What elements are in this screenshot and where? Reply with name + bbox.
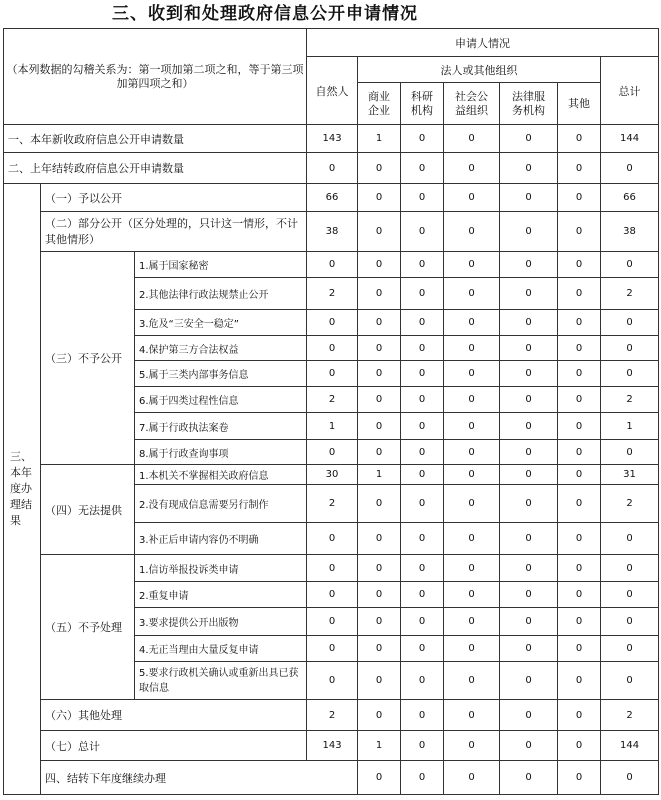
row-label: 3.危及“三安全一稳定” bbox=[135, 310, 307, 336]
cell-value: 0 bbox=[601, 555, 659, 582]
cell-value: 0 bbox=[500, 310, 558, 336]
cell-value: 0 bbox=[500, 440, 558, 465]
cell-value: 143 bbox=[307, 731, 358, 761]
header-total: 总计 bbox=[601, 57, 659, 125]
cell-value: 0 bbox=[444, 153, 500, 184]
cell-value: 0 bbox=[500, 125, 558, 153]
cell-value: 0 bbox=[444, 555, 500, 582]
cell-value: 0 bbox=[444, 582, 500, 608]
row-label: 3.补正后申请内容仍不明确 bbox=[135, 523, 307, 555]
header-applicant: 申请人情况 bbox=[307, 29, 659, 57]
cell-value: 0 bbox=[601, 523, 659, 555]
cell-value: 0 bbox=[601, 636, 659, 662]
cell-value: 0 bbox=[358, 310, 401, 336]
row-label: 8.属于行政查询事项 bbox=[135, 440, 307, 465]
page-title: 三、收到和处理政府信息公开申请情况 bbox=[112, 4, 418, 24]
cell-value: 2 bbox=[307, 485, 358, 523]
row-label: 2.重复申请 bbox=[135, 582, 307, 608]
table-row bbox=[4, 761, 659, 795]
cell-value: 0 bbox=[444, 636, 500, 662]
cell-value: 2 bbox=[601, 700, 659, 731]
cell-value: 0 bbox=[307, 608, 358, 636]
table-row bbox=[4, 184, 659, 212]
cell-value: 0 bbox=[601, 440, 659, 465]
row-label: 5.属于三类内部事务信息 bbox=[135, 361, 307, 387]
row-label: 7.属于行政执法案卷 bbox=[135, 413, 307, 440]
row-label: 2.没有现成信息需要另行制作 bbox=[135, 485, 307, 523]
cell-value: 0 bbox=[601, 761, 659, 795]
cell-value: 0 bbox=[601, 582, 659, 608]
cell-value: 0 bbox=[358, 582, 401, 608]
cell-value: 0 bbox=[307, 153, 358, 184]
cell-value: 0 bbox=[500, 700, 558, 731]
cell-value: 0 bbox=[601, 153, 659, 184]
cell-value: 0 bbox=[500, 485, 558, 523]
row-label: 1.信访举报投诉类申请 bbox=[135, 555, 307, 582]
cell-value: 0 bbox=[558, 153, 601, 184]
cell-value: 0 bbox=[601, 310, 659, 336]
data-table bbox=[3, 28, 659, 795]
cell-value: 0 bbox=[444, 125, 500, 153]
cell-value: 2 bbox=[601, 387, 659, 413]
cell-value: 0 bbox=[401, 700, 444, 731]
cell-value: 0 bbox=[558, 555, 601, 582]
cell-value: 0 bbox=[444, 440, 500, 465]
cell-value: 0 bbox=[401, 731, 444, 761]
cell-value: 0 bbox=[444, 361, 500, 387]
cell-value: 144 bbox=[601, 125, 659, 153]
cell-value: 0 bbox=[444, 523, 500, 555]
row-label: 4.无正当理由大量反复申请 bbox=[135, 636, 307, 662]
cell-value: 0 bbox=[401, 485, 444, 523]
cell-value: 0 bbox=[500, 465, 558, 485]
cell-value: 0 bbox=[444, 761, 500, 795]
header-note: （本列数据的勾稽关系为：第一项加第二项之和，等于第三项加第四项之和） bbox=[4, 29, 307, 125]
cell-value: 0 bbox=[444, 310, 500, 336]
cell-value: 0 bbox=[401, 523, 444, 555]
cell-value: 0 bbox=[358, 636, 401, 662]
cell-value: 2 bbox=[307, 387, 358, 413]
table-row bbox=[4, 212, 659, 252]
cell-value: 0 bbox=[401, 310, 444, 336]
cell-value: 66 bbox=[601, 184, 659, 212]
cell-value: 0 bbox=[401, 608, 444, 636]
cell-value: 0 bbox=[444, 387, 500, 413]
cell-value: 143 bbox=[307, 125, 358, 153]
cell-value: 0 bbox=[307, 310, 358, 336]
cell-value: 0 bbox=[500, 555, 558, 582]
cell-value: 0 bbox=[444, 662, 500, 700]
header-org: 法律服 务机构 bbox=[500, 83, 558, 125]
cell-value: 0 bbox=[558, 662, 601, 700]
row-label: 3.要求提供公开出版物 bbox=[135, 608, 307, 636]
cell-value: 0 bbox=[307, 555, 358, 582]
cell-value: 0 bbox=[401, 184, 444, 212]
cell-value: 0 bbox=[358, 662, 401, 700]
cell-value: 0 bbox=[358, 413, 401, 440]
cell-value: 0 bbox=[358, 252, 401, 278]
cell-value: 0 bbox=[500, 523, 558, 555]
row-label: （六）其他处理 bbox=[41, 700, 307, 731]
cell-value: 0 bbox=[358, 361, 401, 387]
cell-value: 1 bbox=[307, 413, 358, 440]
cell-value: 0 bbox=[358, 153, 401, 184]
cell-value: 0 bbox=[558, 387, 601, 413]
cell-value: 0 bbox=[444, 336, 500, 361]
group-label: （三）不予公开 bbox=[41, 252, 135, 465]
cell-value: 0 bbox=[558, 761, 601, 795]
cell-value: 0 bbox=[558, 336, 601, 361]
cell-value: 0 bbox=[558, 440, 601, 465]
table-row bbox=[4, 153, 659, 184]
cell-value: 0 bbox=[401, 387, 444, 413]
cell-value: 0 bbox=[401, 761, 444, 795]
cell-value: 0 bbox=[401, 662, 444, 700]
cell-value: 0 bbox=[444, 252, 500, 278]
header-org: 科研 机构 bbox=[401, 83, 444, 125]
cell-value: 0 bbox=[444, 608, 500, 636]
header-natural: 自然人 bbox=[307, 57, 358, 125]
cell-value: 66 bbox=[307, 184, 358, 212]
cell-value: 0 bbox=[558, 731, 601, 761]
cell-value: 0 bbox=[500, 336, 558, 361]
cell-value: 0 bbox=[601, 662, 659, 700]
cell-value: 38 bbox=[601, 212, 659, 252]
cell-value: 1 bbox=[358, 731, 401, 761]
title-bar bbox=[0, 0, 661, 30]
cell-value: 0 bbox=[358, 608, 401, 636]
cell-value: 0 bbox=[401, 582, 444, 608]
row-label: 四、结转下年度继续办理 bbox=[41, 761, 358, 795]
cell-value: 0 bbox=[307, 336, 358, 361]
cell-value: 0 bbox=[358, 336, 401, 361]
row-label: （七）总计 bbox=[41, 731, 307, 761]
table-row bbox=[4, 125, 659, 153]
cell-value: 0 bbox=[401, 465, 444, 485]
cell-value: 0 bbox=[401, 440, 444, 465]
cell-value: 0 bbox=[601, 361, 659, 387]
cell-value: 0 bbox=[358, 440, 401, 465]
cell-value: 0 bbox=[358, 700, 401, 731]
cell-value: 0 bbox=[401, 413, 444, 440]
cell-value: 0 bbox=[601, 608, 659, 636]
header-org: 其他 bbox=[558, 83, 601, 125]
cell-value: 0 bbox=[307, 440, 358, 465]
cell-value: 0 bbox=[401, 278, 444, 310]
cell-value: 0 bbox=[358, 278, 401, 310]
cell-value: 2 bbox=[307, 278, 358, 310]
row-label: 6.属于四类过程性信息 bbox=[135, 387, 307, 413]
cell-value: 0 bbox=[500, 387, 558, 413]
cell-value: 0 bbox=[358, 485, 401, 523]
cell-value: 0 bbox=[307, 582, 358, 608]
cell-value: 0 bbox=[401, 636, 444, 662]
cell-value: 0 bbox=[401, 212, 444, 252]
cell-value: 0 bbox=[558, 523, 601, 555]
cell-value: 0 bbox=[500, 582, 558, 608]
cell-value: 0 bbox=[558, 361, 601, 387]
cell-value: 0 bbox=[500, 662, 558, 700]
cell-value: 0 bbox=[558, 608, 601, 636]
cell-value: 0 bbox=[558, 278, 601, 310]
cell-value: 0 bbox=[444, 212, 500, 252]
cell-value: 0 bbox=[307, 523, 358, 555]
cell-value: 1 bbox=[358, 465, 401, 485]
table-row bbox=[4, 700, 659, 731]
cell-value: 0 bbox=[601, 252, 659, 278]
table-row bbox=[4, 465, 659, 485]
row-label: 4.保护第三方合法权益 bbox=[135, 336, 307, 361]
cell-value: 0 bbox=[307, 361, 358, 387]
cell-value: 30 bbox=[307, 465, 358, 485]
cell-value: 0 bbox=[358, 212, 401, 252]
row-label: （一）予以公开 bbox=[41, 184, 307, 212]
header-org: 社会公 益组织 bbox=[444, 83, 500, 125]
cell-value: 0 bbox=[500, 731, 558, 761]
cell-value: 0 bbox=[444, 700, 500, 731]
table-row bbox=[4, 252, 659, 278]
cell-value: 0 bbox=[401, 555, 444, 582]
cell-value: 0 bbox=[558, 310, 601, 336]
row-label: 一、本年新收政府信息公开申请数量 bbox=[4, 125, 307, 153]
cell-value: 0 bbox=[558, 700, 601, 731]
cell-value: 0 bbox=[500, 608, 558, 636]
cell-value: 0 bbox=[601, 336, 659, 361]
group-label: （五）不予处理 bbox=[41, 555, 135, 700]
row-label: （二）部分公开（区分处理的，只计这一情形，不计其他情形） bbox=[41, 212, 307, 252]
cell-value: 0 bbox=[401, 252, 444, 278]
section-3-label: 三、本年度办理结果 bbox=[4, 184, 41, 795]
cell-value: 0 bbox=[558, 465, 601, 485]
cell-value: 0 bbox=[401, 153, 444, 184]
cell-value: 0 bbox=[500, 413, 558, 440]
cell-value: 0 bbox=[558, 636, 601, 662]
cell-value: 2 bbox=[307, 700, 358, 731]
cell-value: 38 bbox=[307, 212, 358, 252]
table-row bbox=[4, 731, 659, 761]
cell-value: 0 bbox=[500, 761, 558, 795]
cell-value: 0 bbox=[444, 278, 500, 310]
cell-value: 0 bbox=[307, 252, 358, 278]
cell-value: 0 bbox=[307, 662, 358, 700]
cell-value: 0 bbox=[358, 761, 401, 795]
cell-value: 0 bbox=[500, 278, 558, 310]
cell-value: 0 bbox=[358, 555, 401, 582]
cell-value: 144 bbox=[601, 731, 659, 761]
header-org: 商业 企业 bbox=[358, 83, 401, 125]
cell-value: 0 bbox=[358, 387, 401, 413]
cell-value: 0 bbox=[500, 153, 558, 184]
cell-value: 0 bbox=[444, 413, 500, 440]
cell-value: 1 bbox=[358, 125, 401, 153]
cell-value: 31 bbox=[601, 465, 659, 485]
row-label: 1.本机关不掌握相关政府信息 bbox=[135, 465, 307, 485]
cell-value: 0 bbox=[558, 252, 601, 278]
cell-value: 0 bbox=[444, 731, 500, 761]
cell-value: 2 bbox=[601, 485, 659, 523]
table-row bbox=[4, 555, 659, 582]
row-label: 1.属于国家秘密 bbox=[135, 252, 307, 278]
cell-value: 0 bbox=[500, 184, 558, 212]
row-label: 二、上年结转政府信息公开申请数量 bbox=[4, 153, 307, 184]
cell-value: 0 bbox=[401, 361, 444, 387]
cell-value: 0 bbox=[500, 212, 558, 252]
cell-value: 0 bbox=[558, 125, 601, 153]
cell-value: 0 bbox=[558, 485, 601, 523]
cell-value: 0 bbox=[558, 184, 601, 212]
cell-value: 2 bbox=[601, 278, 659, 310]
cell-value: 1 bbox=[601, 413, 659, 440]
cell-value: 0 bbox=[444, 465, 500, 485]
group-label: （四）无法提供 bbox=[41, 465, 135, 555]
cell-value: 0 bbox=[401, 336, 444, 361]
cell-value: 0 bbox=[500, 361, 558, 387]
cell-value: 0 bbox=[401, 125, 444, 153]
cell-value: 0 bbox=[558, 582, 601, 608]
cell-value: 0 bbox=[558, 212, 601, 252]
cell-value: 0 bbox=[307, 636, 358, 662]
row-label: 5.要求行政机关确认或重新出具已获取信息 bbox=[135, 662, 307, 700]
header-legal-group: 法人或其他组织 bbox=[358, 57, 601, 83]
cell-value: 0 bbox=[444, 485, 500, 523]
row-label: 2.其他法律行政法规禁止公开 bbox=[135, 278, 307, 310]
cell-value: 0 bbox=[500, 636, 558, 662]
cell-value: 0 bbox=[444, 184, 500, 212]
cell-value: 0 bbox=[358, 184, 401, 212]
cell-value: 0 bbox=[500, 252, 558, 278]
cell-value: 0 bbox=[358, 523, 401, 555]
cell-value: 0 bbox=[558, 413, 601, 440]
